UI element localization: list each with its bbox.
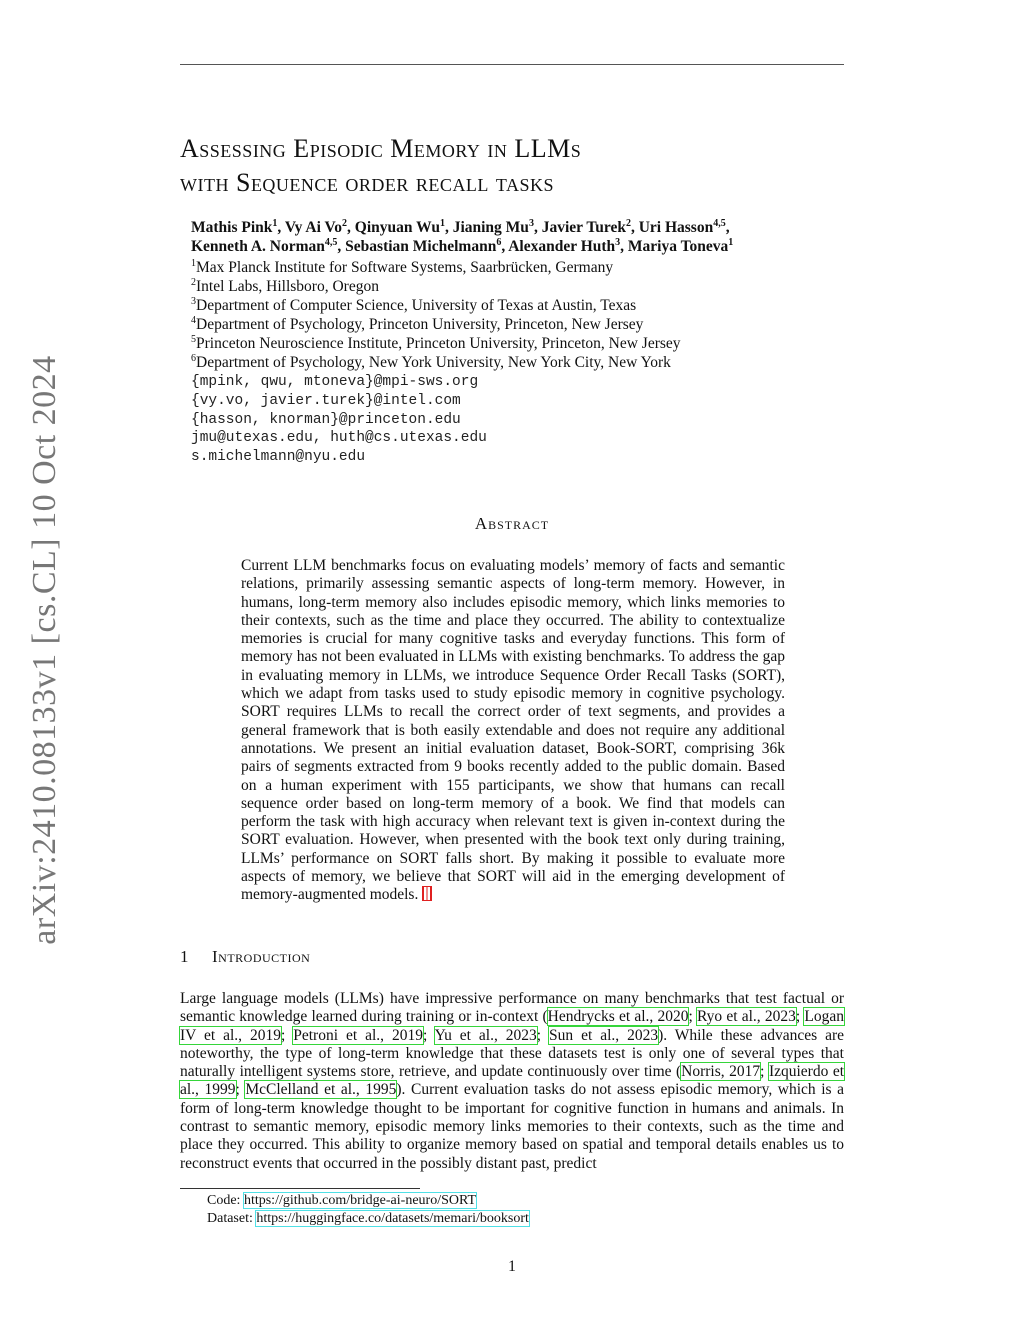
intro-text: Large language models (LLMs) have impressive performance on many benchmarks that test factual or semantic knowledge learned during training or in-context ( — [180, 990, 844, 1026]
author-affiliation-mark: 1 — [439, 217, 445, 229]
footnote-code — [207, 1192, 529, 1210]
pdf-annotation-icon[interactable] — [422, 886, 432, 901]
email-line: s.michelmann@nyu.edu — [191, 449, 366, 465]
citation-link[interactable]: Logan IV et al., 2019 — [180, 1008, 844, 1044]
footnotes — [207, 1192, 529, 1228]
abstract-text: Current LLM benchmarks focus on evaluating models’ memory of facts and semantic relations, primarily assessing semantic aspects of long-term memory. However, in humans, long-term memory also includes episodic memory, which links memories to their contexts, such as the time and place they occurred. The ability to contextualize memories is crucial for many cognitive tasks and everyday functions. This form of memory has not been evaluated in LLMs with existing benchmarks. To address the gap in evaluating memory in LLMs, we introduce Sequence Order Recall Tasks (SORT), which we adapt from tasks used to study episodic memory in cognitive psychology. SORT requires LLMs to recall the correct order of text segments, and provides a general framework that is both easily extendable and does not require any additional annotations. We present an initial evaluation dataset, Book-SORT, comprising 36k pairs of segments extracted from 9 books recently added to the public domain. Based on a human experiment with 155 participants, we show that humans can recall sequence order based on long-term memory of a book. We find that models can perform the task with high accuracy when relevant text is given in-context during the SORT evaluation. However, when presented with the book text only during training, LLMs’ performance on SORT falls short. By making it possible to evaluate more aspects of memory, we believe that SORT will aid in the emerging development of memory-augmented models. — [241, 557, 785, 904]
citation-link[interactable]: McClelland et al., 1995 — [245, 1081, 397, 1099]
dataset-url-link[interactable]: https://huggingface.co/datasets/memari/booksort — [256, 1211, 529, 1226]
citation-link[interactable]: Hendrycks et al., 2020 — [547, 1008, 689, 1026]
author-name: Uri Hasson — [638, 219, 714, 236]
email-line: jmu@utexas.edu, huth@cs.utexas.edu — [191, 430, 487, 446]
author-name: Mariya Toneva — [627, 238, 729, 255]
author-name: Mathis Pink — [191, 219, 273, 236]
abstract-heading: Abstract — [474, 514, 550, 533]
affiliation-text: Department of Psychology, New York University, New York City, New York — [196, 354, 671, 371]
author-name: Qinyuan Wu — [354, 219, 440, 236]
footnote-rule — [180, 1188, 420, 1189]
affiliation-text: Department of Computer Science, University of Texas at Austin, Texas — [196, 297, 637, 314]
introduction-paragraph — [180, 990, 844, 1173]
email-line: {hasson, knorman}@princeton.edu — [191, 412, 461, 428]
citation-link[interactable]: Yu et al., 2023 — [434, 1026, 537, 1044]
intro-text: ). While these advances are noteworthy, the type of long-term knowledge that these datasets test is only one of several types that naturally intelligent systems store, retrieve, and update continuously over time ( — [180, 1026, 845, 1081]
affiliation-number: 6 — [191, 352, 196, 364]
affiliation-number: 1 — [191, 257, 196, 269]
citation-separator: ; — [422, 1026, 435, 1044]
citation-separator: ; — [760, 1063, 769, 1081]
affiliation-line — [191, 296, 831, 315]
section-number: 1 — [180, 947, 189, 966]
citation-link[interactable]: Petroni et al., 2019 — [293, 1026, 423, 1044]
author-name: Sebastian Michelmann — [345, 238, 497, 255]
author-affiliation-mark: 6 — [496, 236, 502, 248]
citation-link[interactable]: Norris, 2017 — [681, 1063, 761, 1081]
citation-link[interactable]: Sun et al., 2023 — [549, 1026, 659, 1044]
top-rule — [180, 64, 844, 65]
footnote-dataset-label: Dataset: — [207, 1211, 253, 1226]
author-name: Jianing Mu — [452, 219, 529, 236]
affiliation-number: 5 — [191, 333, 196, 345]
title-line-2: with Sequence order recall tasks — [180, 168, 554, 197]
affiliation-text: Intel Labs, Hillsboro, Oregon — [196, 278, 379, 295]
citation-separator: ; — [281, 1026, 294, 1044]
affiliation-text: Max Planck Institute for Software Systems, Saarbrücken, Germany — [196, 259, 614, 276]
intro-text: ). Current evaluation tasks do not assess episodic memory, which is a form of long-term knowledge thought to be important for cognitive function in humans and animals. In contrast to semantic memory, episodic memory links memories to their contexts, such as the time and place they occurred. This ability to organize memory based on spatial and temporal details enables us to reconstruct events that occurred in the possibly distant past, predict — [180, 1081, 844, 1172]
affiliation-line — [191, 315, 831, 334]
author-affiliation-mark: 2 — [342, 217, 348, 229]
affiliation-line — [191, 334, 831, 353]
affiliation-number: 3 — [191, 295, 196, 307]
author-affiliation-mark: 3 — [615, 236, 621, 248]
arxiv-identifier: arXiv:2410.08133v1 [cs.CL] 10 Oct 2024 — [26, 355, 63, 945]
paper-title — [180, 132, 844, 200]
citation-link[interactable]: Izquierdo et al., 1999 — [180, 1063, 845, 1099]
title-line-1: Assessing Episodic Memory in LLMs — [180, 134, 582, 163]
code-url-link[interactable]: https://github.com/bridge-ai-neuro/SORT — [243, 1193, 477, 1208]
citation-link[interactable]: Ryo et al., 2023 — [696, 1008, 796, 1026]
author-affiliation-mark: 1 — [728, 236, 734, 248]
author-affiliation-mark: 4,5 — [713, 217, 726, 229]
page-number: 1 — [508, 1258, 516, 1275]
section-title: Introduction — [212, 947, 311, 966]
affiliation-line — [191, 258, 831, 277]
affiliation-line — [191, 277, 831, 296]
author-affiliation-mark: 4,5 — [324, 236, 338, 248]
author-name: Alexander Huth — [508, 238, 616, 255]
affiliation-text: Department of Psychology, Princeton University, Princeton, New Jersey — [196, 316, 644, 333]
affiliation-line — [191, 353, 831, 372]
author-affiliation-mark: 2 — [625, 217, 631, 229]
citation-separator: ; — [235, 1081, 246, 1099]
affiliation-text: Princeton Neuroscience Institute, Princeton University, Princeton, New Jersey — [196, 335, 681, 352]
citation-separator: ; — [536, 1026, 550, 1044]
author-name: Vy Ai Vo — [284, 219, 343, 236]
author-list: Mathis Pink$^1$, Vy Ai Vo$^2$, Qinyuan Wu$^1$, Jianing Mu$^3$, Javier Turek$^2$, Uri Hasson$^{4,5}$, Kenneth A. Norman$^{4,5}$, Sebastian Michelmann$^6$, Alexander Huth$^3$, Mariya Toneva$^1$ — [191, 217, 734, 255]
affiliation-number: 2 — [191, 276, 196, 288]
author-name: Javier Turek — [541, 219, 626, 236]
footnote-dataset — [207, 1210, 529, 1228]
email-line: {mpink, qwu, mtoneva}@mpi-sws.org — [191, 374, 479, 390]
author-name: Kenneth A. Norman — [191, 238, 325, 255]
author-affiliation-mark: 3 — [528, 217, 534, 229]
affiliation-number: 4 — [191, 314, 196, 326]
citation-separator: ; — [688, 1008, 697, 1026]
email-line: {vy.vo, javier.turek}@intel.com — [191, 393, 461, 409]
footnote-code-label: Code: — [207, 1193, 241, 1208]
citation-separator: ; — [795, 1008, 805, 1026]
section-heading — [180, 947, 310, 967]
author-affiliation-mark: 1 — [272, 217, 278, 229]
abstract-body — [241, 557, 785, 905]
